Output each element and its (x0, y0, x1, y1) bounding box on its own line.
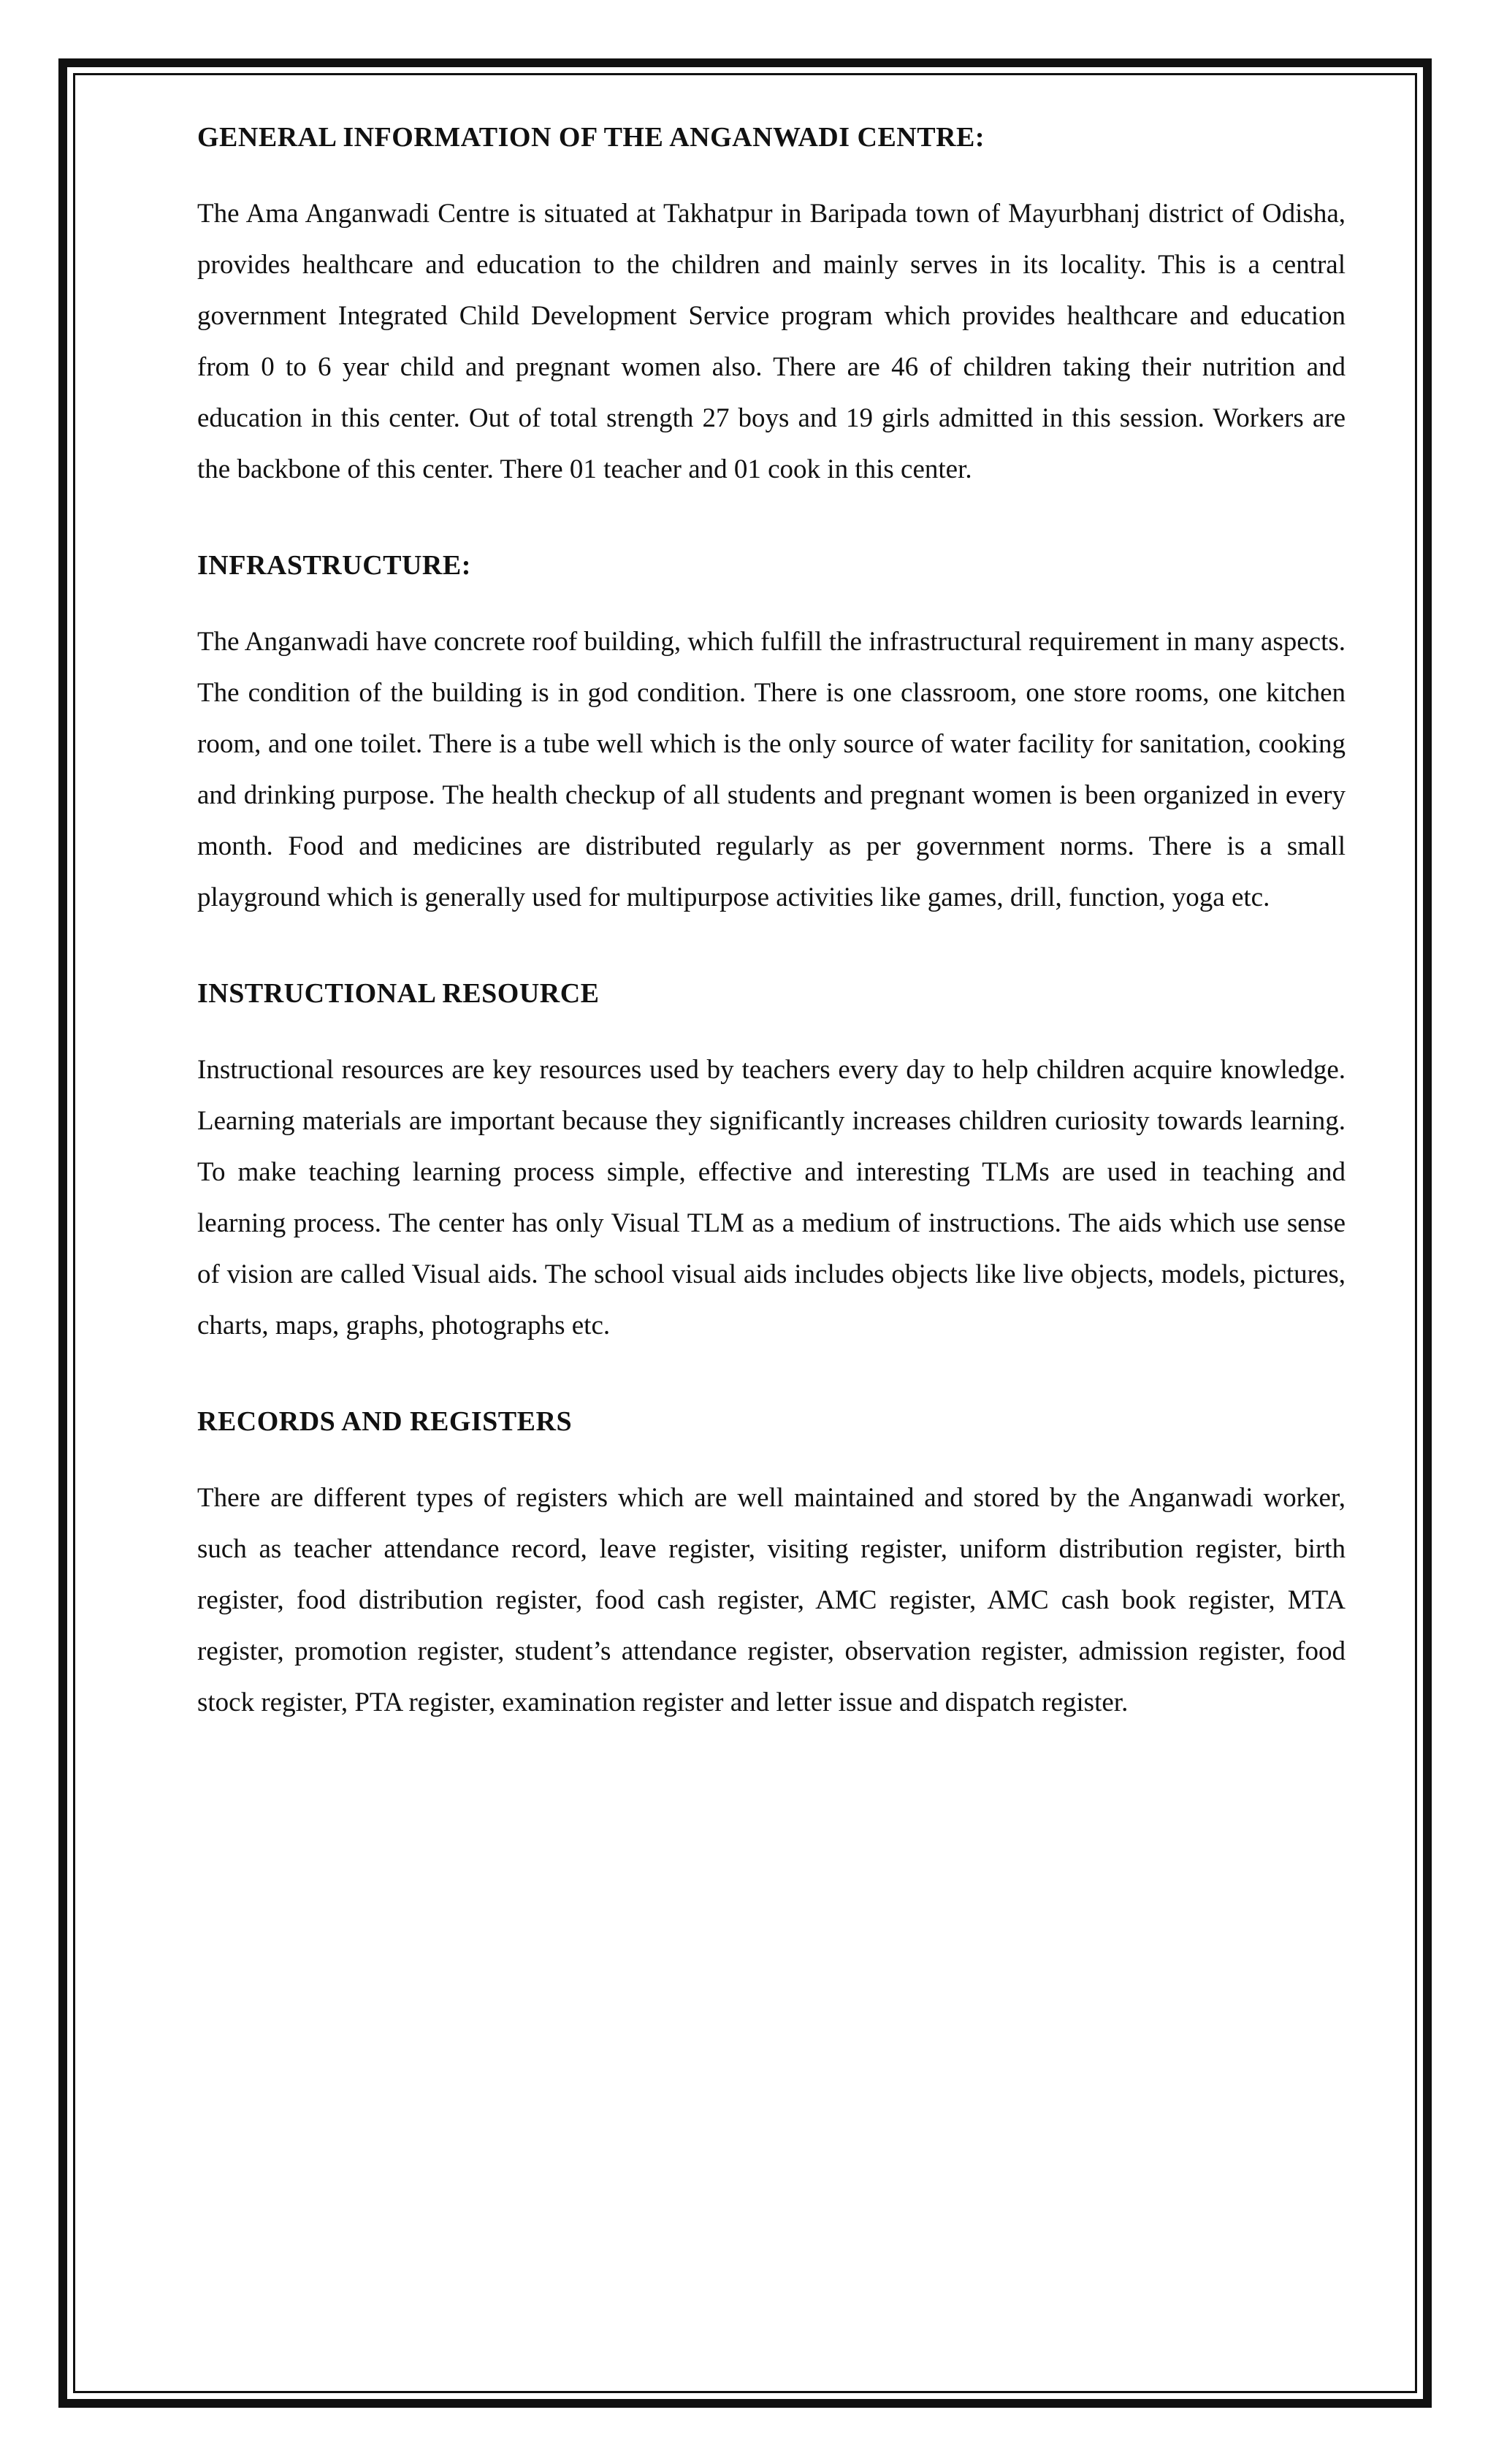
section-records-and-registers (197, 1392, 1346, 1728)
section-heading: INSTRUCTIONAL RESOURCE (197, 978, 600, 1009)
section-paragraph: The Ama Anganwadi Centre is situated at Takhatpur in Baripada town of Mayurbhanj district of Odisha, provides healthcare and education to the children and mainly serves in its locality. This is a central government Integrated Child Development Service program which provides healthcare and education from 0 to 6 year child and pregnant women also. There are 46 of children taking their nutrition and education in this center. Out of total strength 27 boys and 19 girls admitted in this session. Workers are the backbone of this center. There 01 teacher and 01 cook in this center. (197, 199, 1346, 484)
section-paragraph: Instructional resources are key resources used by teachers every day to help children acquire knowledge. Learning materials are important because they significantly increases children curiosity towards learning. To make teaching learning process simple, effective and interesting TLMs are used in teaching and learning process. The center has only Visual TLM as a medium of instructions. The aids which use sense of vision are called Visual aids. The school visual aids includes objects like live objects, models, pictures, charts, maps, graphs, photographs etc. (197, 1055, 1346, 1340)
section-heading: RECORDS AND REGISTERS (197, 1406, 573, 1437)
section-heading: INFRASTRUCTURE: (197, 550, 471, 581)
section-paragraph: The Anganwadi have concrete roof building, which fulfill the infrastructural requirement in many aspects. The condition of the building is in god condition. There is one classroom, one store rooms, one kitchen room, and one toilet. There is a tube well which is the only source of water facility for sanitation, cooking and drinking purpose. The health checkup of all students and pregnant women is been organized in every month. Food and medicines are distributed regularly as per government norms. There is a small playground which is generally used for multipurpose activities like games, drill, function, yoga etc. (197, 627, 1346, 912)
section-instructional-resource (197, 964, 1346, 1351)
section-paragraph: There are different types of registers which are well maintained and stored by the Anganwadi worker, such as teacher attendance record, leave register, visiting register, uniform distribution register, birth register, food distribution register, food cash register, AMC register, AMC cash book register, MTA register, promotion register, student’s attendance register, observation register, admission register, food stock register, PTA register, examination register and letter issue and dispatch register. (197, 1483, 1346, 1717)
section-general-information (197, 108, 1346, 495)
section-heading: GENERAL INFORMATION OF THE ANGANWADI CENTRE: (197, 122, 985, 153)
section-infrastructure (197, 536, 1346, 923)
document-body (197, 108, 1346, 1769)
